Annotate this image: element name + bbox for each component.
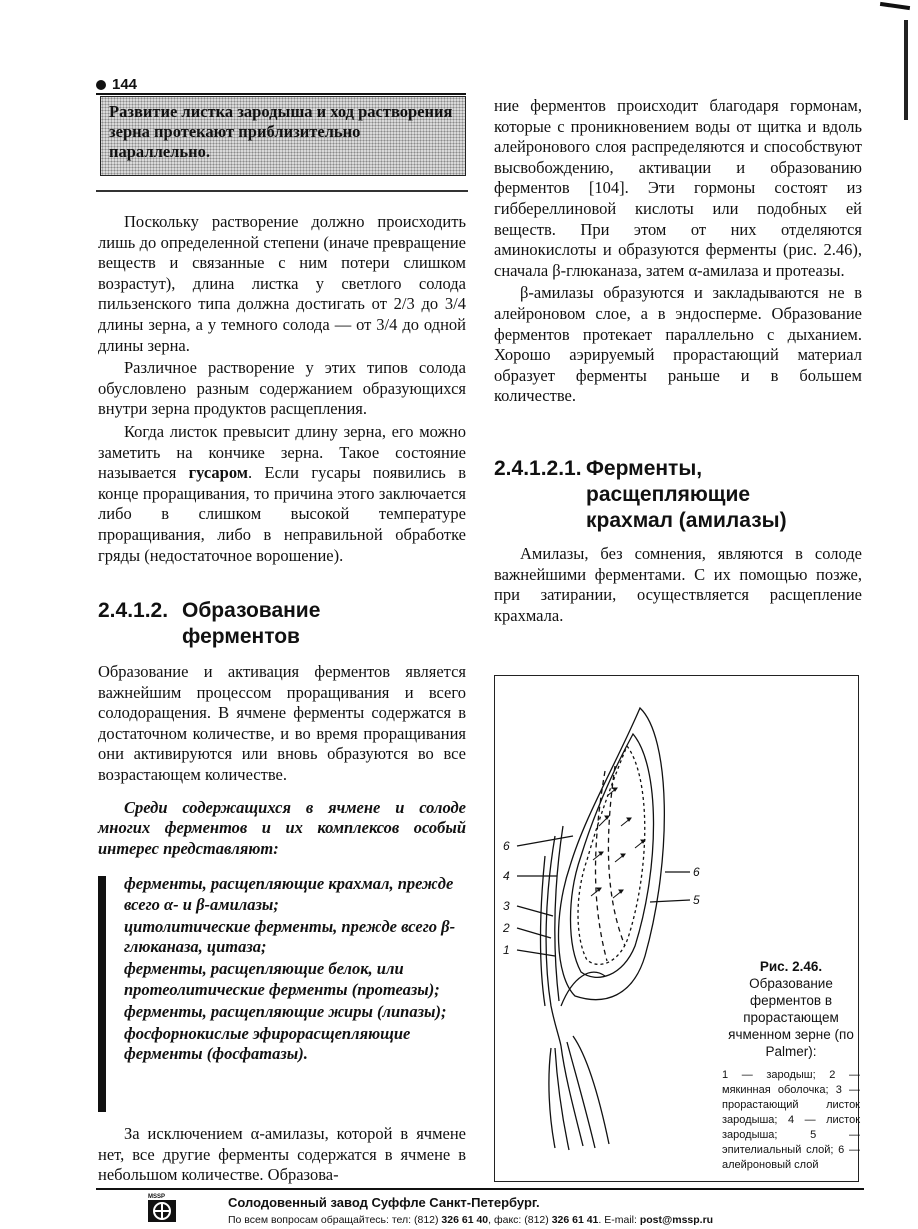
list-item: цитолитические ферменты, прежде всего β-глюканаза, цитаза; xyxy=(124,916,456,957)
subsection-heading: 2.4.1.2.1. Ферменты, расщепляющие крахмал (амилазы) xyxy=(494,457,787,532)
callout-text: Развитие листка зародыша и ход растворения зерна протекают приблизительно параллельно. xyxy=(109,102,453,161)
scan-edge-mark xyxy=(880,2,910,10)
bullet-icon xyxy=(96,80,106,90)
left-column-top xyxy=(98,212,466,566)
paragraph: Образование и активация ферментов является важнейшим процессом проращивания и всего солодоращения. В ячмене ферменты содержатся в достаточном количестве, и во время проращивания они активируются или вновь образуются во все возрастающем количестве. xyxy=(98,662,466,784)
caption-title: Образование ферментов в прорастающем ячменном зерне (по Palmer): xyxy=(728,976,854,1059)
list-intro: Среди содержащихся в ячмене и солоде многих ферментов и их комплексов особый интерес представляют: xyxy=(98,797,466,858)
footer-company: Солодовенный завод Суффле Санкт-Петербург. xyxy=(228,1195,540,1210)
list-item: фосфорнокислые эфирорасщепляющие ферменты (фосфатазы). xyxy=(124,1023,411,1064)
label-6-left: 6 xyxy=(503,839,510,853)
label-5: 5 xyxy=(693,893,700,907)
mssp-logo-icon xyxy=(146,1192,180,1224)
right-column-top xyxy=(494,96,862,407)
label-3: 3 xyxy=(503,899,510,913)
caption-label: Рис. 2.46. xyxy=(759,959,823,974)
callout-box xyxy=(100,96,466,176)
label-2: 2 xyxy=(503,921,510,935)
header-rule xyxy=(96,93,466,95)
scan-edge-shadow xyxy=(904,20,908,120)
figure-caption xyxy=(722,958,860,1173)
label-4: 4 xyxy=(503,869,510,883)
paragraph: Поскольку растворение должно происходить лишь до определенной степени (иначе превращение веществ и связанные с ним потери слишком возрастут), длина листка у светлого солода пильзенского типа должна достигать от 2/3 до 3/4 длины зерна, а у темного солода — от 3/4 до одной длины зерна. xyxy=(98,212,466,355)
email-link[interactable]: post@mssp.ru xyxy=(639,1214,714,1226)
list-bar xyxy=(98,876,106,1112)
list-item: ферменты, расщепляющие белок, или протеолитические ферменты (протеазы); xyxy=(124,959,440,999)
list-item: ферменты, расщепляющие крахмал, прежде всего α- и β-амилазы; xyxy=(124,874,454,914)
paragraph: Когда листок превысит длину зерна, его можно заметить на кончике зерна. Такое состояние называется гусаром. Если гусары появились в конце проращивания, то причина этого заключается либо в слишком высокой температуре проращивания, либо в неправильной обработке гряды (недостаточное ворошение). xyxy=(98,421,466,565)
paragraph: За исключением α-амилазы, которой в ячмене нет, все другие ферменты содержатся в ячмене в небольшом количестве. Образова- xyxy=(98,1124,466,1185)
footer-rule xyxy=(96,1188,864,1190)
right-column-mid xyxy=(494,544,862,626)
svg-text:MSSP: MSSP xyxy=(148,1194,166,1200)
paragraph: Различное растворение у этих типов солода обусловлено разным содержанием образующихся внутри зерна продуктов расщепления. xyxy=(98,358,466,419)
left-column-bottom xyxy=(98,1124,466,1186)
paragraph: Амилазы, без сомнения, являются в солоде важнейшими ферментами. С их помощью позже, при затирании, осуществляется расщепление крахмала. xyxy=(494,544,862,625)
term-gusar: гусаром xyxy=(188,463,249,483)
page-number: 144 xyxy=(96,76,137,93)
paragraph: ние ферментов происходит благодаря гормонам, которые с проникновением воды от щитка и вдоль алейронового слоя распределяются и способствуют высвобождению, активации и образованию ферментов [104]. Эти гормоны состоят из гиббереллиновой кислоты или подобных ей веществ. При этом от них отделяются аминокислоты и образуются ферменты (рис. 2.46), сначала β-глюканаза, затем α-амилаза и протеазы. xyxy=(494,96,862,280)
left-column-mid xyxy=(98,662,466,859)
caption-legend: 1 — зародыш; 2 — мякинная оболочка; 3 — прорастающий листок зародыша; 4 — листок зародыша; 5 — эпителиальный слой; 6 — алейроновый слой xyxy=(722,1069,860,1171)
label-1: 1 xyxy=(503,943,510,957)
enzyme-list xyxy=(98,874,468,1066)
list-item: ферменты, расщепляющие жиры (липазы); xyxy=(124,1001,447,1021)
footer-contacts: По всем вопросам обращайтесь: тел: (812) 326 61 40, факс: (812) 326 61 41. E-mail: post@mssp.ru xyxy=(228,1214,714,1226)
label-6-right: 6 xyxy=(693,865,700,879)
callout-rule xyxy=(96,190,468,192)
paragraph: β-амилазы образуются и закладываются не в алейроновом слое, а в эндосперме. Образование ферментов протекает параллельно с дыханием. Хорошо аэрируемый прорастающий материал образует ферменты раньше и в большем количестве. xyxy=(494,283,862,406)
section-heading: 2.4.1.2. Образование ферментов xyxy=(98,599,321,648)
